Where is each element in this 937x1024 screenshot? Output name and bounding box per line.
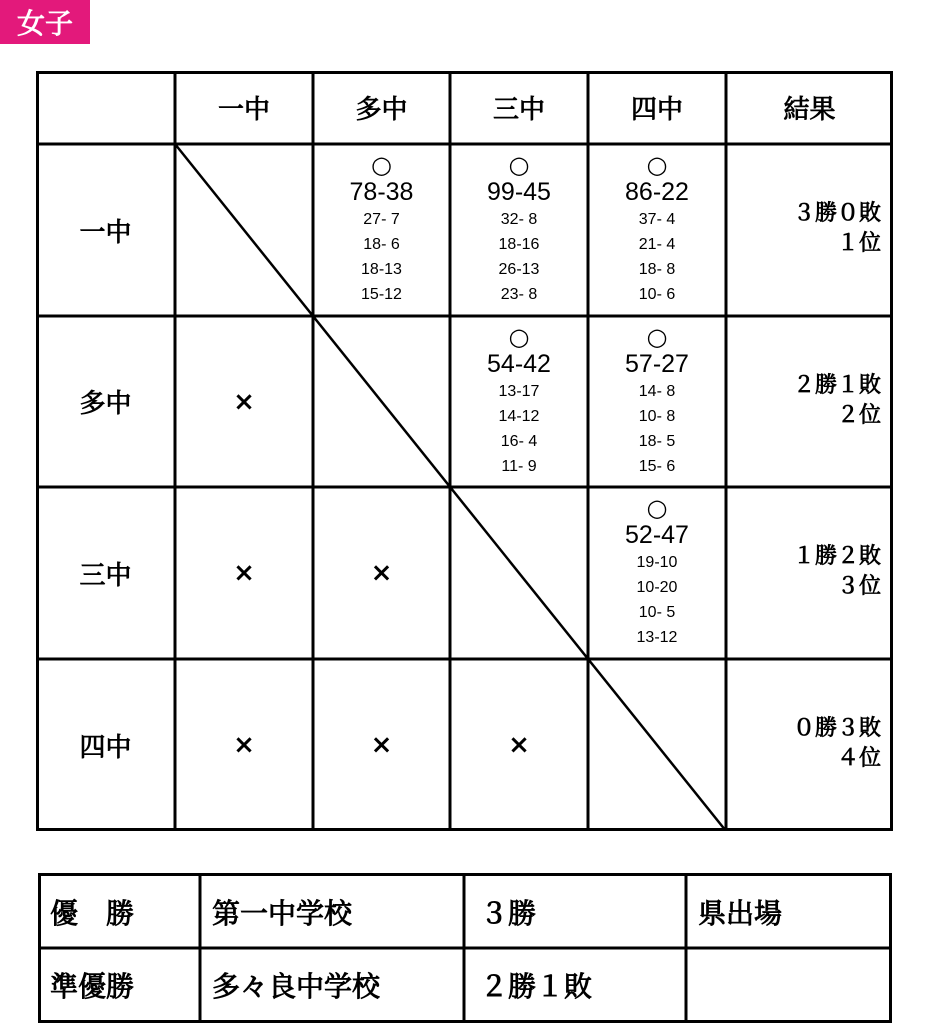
win-loss-record: ０勝３敗 xyxy=(792,716,881,741)
period-score: 10-20 xyxy=(636,579,678,596)
win-mark: ○ xyxy=(646,322,668,351)
loss-mark: × xyxy=(233,558,255,588)
match-cell xyxy=(588,487,726,659)
row-team-2: 多中 xyxy=(79,389,132,419)
summary-note: 県出場 xyxy=(698,897,783,930)
win-mark: ○ xyxy=(646,494,668,522)
period-score: 26-13 xyxy=(498,261,540,278)
summary-record: ２勝１敗 xyxy=(480,970,593,1003)
period-score: 19-10 xyxy=(636,554,678,571)
rank: ３位 xyxy=(836,574,881,599)
period-score: 16- 4 xyxy=(500,432,538,450)
header-col-2: 多中 xyxy=(355,95,408,125)
summary-record: ３勝 xyxy=(480,897,537,930)
match-score: 54-42 xyxy=(487,349,551,378)
period-score: 18- 6 xyxy=(363,236,400,253)
row-team-3: 三中 xyxy=(79,560,132,591)
loss-mark: × xyxy=(370,558,393,588)
header-corner xyxy=(36,71,175,144)
rank: １位 xyxy=(836,231,881,256)
loss-mark: × xyxy=(370,730,393,760)
loss-mark: × xyxy=(233,730,255,760)
period-score: 37- 4 xyxy=(638,211,676,228)
period-score: 10- 5 xyxy=(638,604,676,621)
period-score: 21- 4 xyxy=(638,236,676,253)
match-cell xyxy=(588,144,726,316)
period-score: 18-13 xyxy=(361,261,402,278)
period-score: 13-12 xyxy=(636,629,678,646)
result-cell xyxy=(726,371,881,431)
rank: ４位 xyxy=(836,746,881,771)
summary-note xyxy=(698,949,878,1021)
win-mark: ○ xyxy=(508,151,530,179)
period-score: 27- 7 xyxy=(363,211,400,228)
match-score: 57-27 xyxy=(625,349,689,378)
header-col-1: 一中 xyxy=(217,95,270,125)
period-score: 18- 5 xyxy=(638,432,676,450)
period-score: 15- 6 xyxy=(638,457,676,475)
header-col-4: 四中 xyxy=(630,95,683,125)
period-score: 10- 6 xyxy=(638,286,676,303)
standings-summary-table xyxy=(38,873,892,1023)
period-score: 10- 8 xyxy=(638,407,676,425)
match-score: 86-22 xyxy=(625,178,689,206)
summary-title: 準優勝 xyxy=(50,970,135,1003)
period-score: 18- 8 xyxy=(638,261,676,278)
match-score: 78-38 xyxy=(349,178,414,206)
result-cell xyxy=(726,714,881,774)
summary-title: 優 勝 xyxy=(50,897,135,930)
rank: ２位 xyxy=(836,403,881,428)
league-table xyxy=(36,71,893,831)
match-cell xyxy=(450,316,588,487)
match-score: 99-45 xyxy=(487,178,551,206)
win-mark: ○ xyxy=(508,322,530,351)
period-score: 18-16 xyxy=(498,236,540,253)
row-team-4: 四中 xyxy=(79,732,132,763)
win-loss-record: ２勝１敗 xyxy=(792,373,881,398)
section-label: 女子 xyxy=(0,0,90,44)
summary-school: 第一中学校 xyxy=(212,897,353,930)
loss-mark: × xyxy=(508,730,530,760)
match-cell xyxy=(313,144,450,316)
period-score: 13-17 xyxy=(498,382,540,400)
period-score: 11- 9 xyxy=(501,457,537,475)
win-mark: ○ xyxy=(646,151,668,179)
summary-school: 多々良中学校 xyxy=(212,970,381,1003)
header-result: 結果 xyxy=(783,95,836,125)
header-col-3: 三中 xyxy=(492,95,545,125)
period-score: 14-12 xyxy=(498,407,540,425)
row-team-1: 一中 xyxy=(79,217,132,248)
result-cell xyxy=(726,199,881,259)
win-mark: ○ xyxy=(371,151,392,179)
period-score: 14- 8 xyxy=(638,382,676,400)
match-cell xyxy=(450,144,588,316)
result-cell xyxy=(726,542,881,602)
win-loss-record: ３勝０敗 xyxy=(792,201,881,226)
period-score: 32- 8 xyxy=(500,211,538,228)
match-score: 52-47 xyxy=(625,521,689,549)
period-score: 23- 8 xyxy=(500,286,538,303)
match-cell xyxy=(588,316,726,487)
period-score: 15-12 xyxy=(361,286,402,303)
win-loss-record: １勝２敗 xyxy=(792,544,881,569)
loss-mark: × xyxy=(233,386,255,417)
